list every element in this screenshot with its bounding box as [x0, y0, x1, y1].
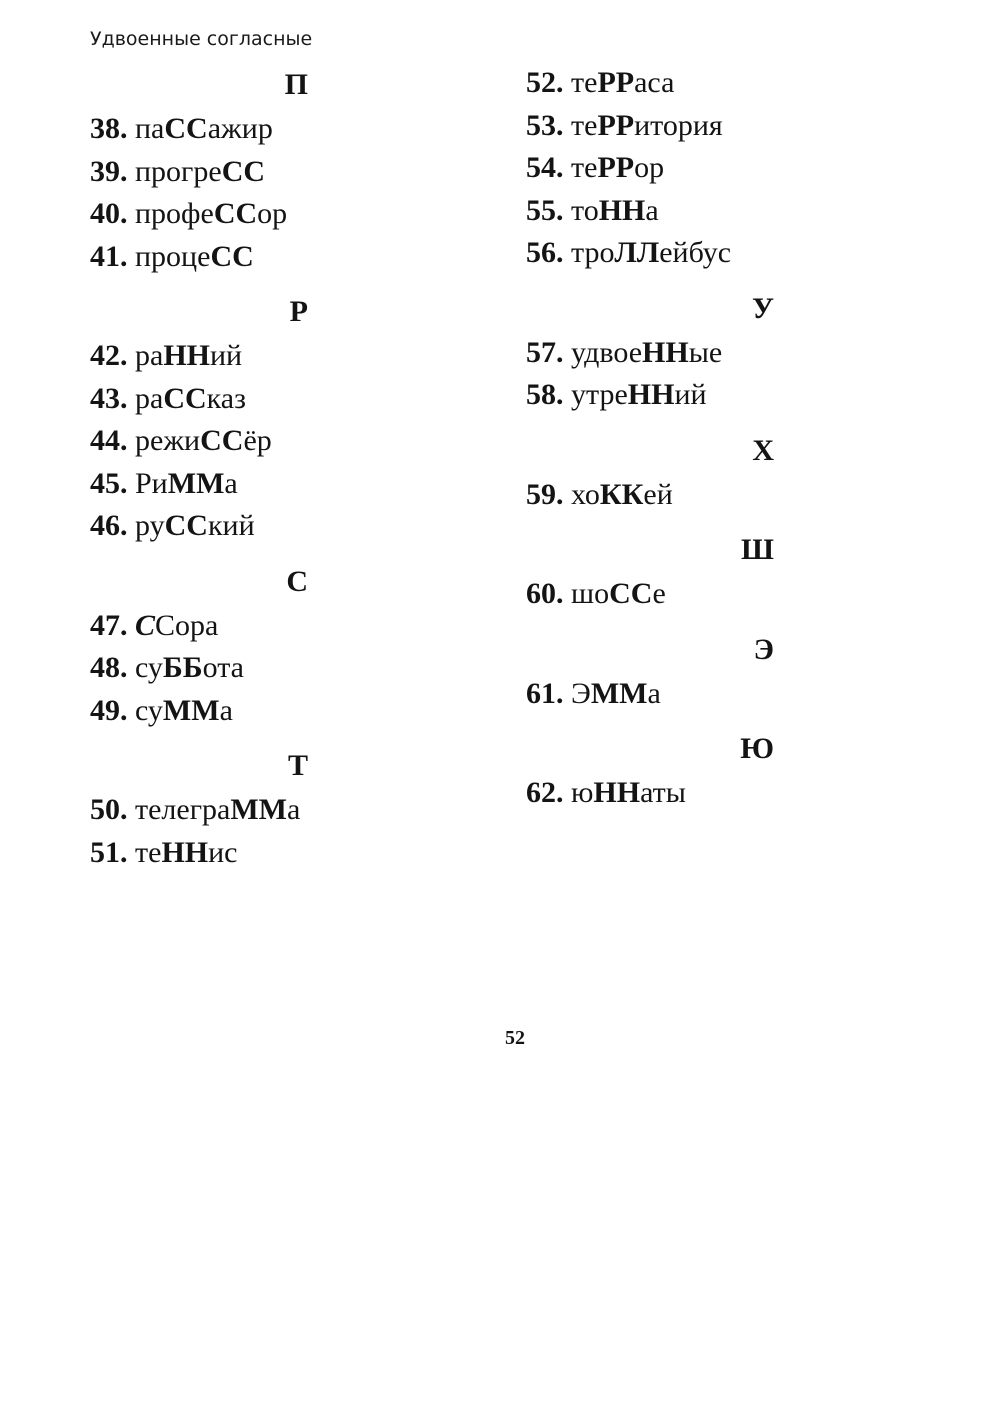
section-letter: У: [751, 291, 774, 325]
entry-word: [135, 382, 246, 415]
word-entry: [90, 193, 510, 236]
entry-word: [571, 677, 661, 710]
double-consonant: КК: [599, 477, 644, 511]
word-part: ор: [634, 151, 665, 184]
entry-word: [571, 577, 666, 610]
entry-word: [571, 378, 707, 411]
word-part: телегра: [135, 793, 231, 826]
word-part: ые: [688, 335, 723, 369]
double-consonant: НН: [627, 378, 675, 411]
entry-number: 53.: [526, 108, 564, 142]
page-number: 52: [505, 1027, 525, 1049]
word-entry: [90, 789, 510, 832]
entry-number: 61.: [526, 676, 564, 710]
section-gap: [90, 548, 510, 559]
double-consonant: СС: [200, 424, 244, 457]
word-part: проце: [135, 239, 211, 273]
entry-number: 39.: [90, 154, 128, 188]
right-column: [526, 62, 946, 815]
entry-word: [135, 651, 244, 684]
word-part: е: [652, 577, 666, 610]
word-entry: [90, 378, 510, 421]
entry-word: [135, 694, 233, 727]
word-entry: [526, 190, 946, 233]
section-gap: [526, 616, 946, 627]
word-part: тро: [571, 236, 615, 269]
word-part: ру: [135, 509, 165, 542]
section-letter: Ю: [740, 732, 774, 765]
word-part: то: [571, 193, 599, 227]
word-entry: [526, 147, 946, 190]
entry-word: [135, 609, 218, 642]
entry-word: [135, 467, 238, 500]
word-part: кий: [207, 509, 255, 542]
word-part: ор: [257, 197, 288, 230]
word-part: Э: [571, 676, 591, 710]
entry-number: 54.: [526, 151, 564, 184]
entry-number: 41.: [90, 239, 128, 273]
entry-word: [571, 194, 659, 227]
word-part: хо: [571, 477, 600, 511]
word-part: каз: [206, 381, 246, 415]
word-part: ажир: [207, 112, 273, 145]
section-letter: Р: [289, 295, 308, 328]
word-entry: [526, 332, 946, 375]
double-consonant: СС: [609, 577, 653, 610]
word-entry: [90, 832, 510, 875]
double-consonant: НН: [161, 835, 209, 869]
double-consonant: РР: [597, 66, 635, 99]
word-part: режи: [135, 424, 201, 457]
double-consonant: НН: [642, 335, 689, 369]
word-part: ий: [210, 339, 243, 372]
word-part: прогре: [135, 154, 222, 188]
word-entry: [526, 105, 946, 148]
double-consonant: ММ: [167, 466, 225, 500]
double-consonant: СС: [210, 239, 254, 273]
double-consonant: РР: [597, 108, 635, 142]
section-letter: С: [286, 564, 308, 598]
word-part: удвое: [571, 335, 643, 369]
entry-number: 58.: [526, 378, 564, 411]
word-part: те: [571, 108, 598, 142]
word-entry: [90, 335, 510, 378]
entry-word: [571, 478, 673, 511]
word-part: ий: [674, 378, 707, 411]
entry-number: 52.: [526, 66, 564, 99]
entry-number: 57.: [526, 335, 564, 369]
word-part: Сора: [155, 608, 219, 642]
entry-word: [135, 240, 254, 273]
double-consonant: РР: [597, 151, 635, 184]
word-part: ёр: [243, 424, 272, 457]
section-letter: Э: [753, 632, 774, 666]
word-part: профе: [135, 197, 214, 230]
entry-word: [135, 197, 287, 230]
entry-word: [571, 109, 723, 142]
entry-number: 44.: [90, 424, 128, 457]
word-entry: [526, 772, 946, 815]
word-entry: [90, 605, 510, 648]
entry-word: [135, 509, 255, 542]
entry-number: 40.: [90, 197, 128, 230]
word-part: ю: [571, 776, 594, 809]
double-consonant: С: [135, 608, 156, 642]
entry-number: 45.: [90, 466, 128, 500]
word-part: ейбус: [659, 236, 732, 269]
double-consonant: СС: [164, 509, 208, 542]
double-consonant: ММ: [230, 793, 287, 826]
word-part: а: [647, 676, 661, 710]
entry-number: 42.: [90, 339, 128, 372]
word-part: Ри: [135, 466, 168, 500]
word-entry: [90, 463, 510, 506]
word-part: аса: [634, 66, 675, 99]
word-entry: [526, 374, 946, 417]
double-consonant: ММ: [162, 693, 220, 727]
double-consonant: СС: [221, 154, 266, 188]
word-entry: [90, 108, 510, 151]
double-consonant: НН: [593, 776, 641, 809]
word-part: утре: [571, 378, 628, 411]
word-part: а: [224, 466, 238, 500]
double-consonant: ЛЛ: [614, 236, 660, 269]
word-entry: [526, 673, 946, 716]
entry-number: 47.: [90, 608, 128, 642]
word-part: те: [571, 66, 598, 99]
word-entry: [526, 573, 946, 616]
double-consonant: ММ: [590, 676, 648, 710]
word-part: те: [135, 835, 162, 869]
word-part: ис: [208, 835, 238, 869]
word-part: су: [135, 693, 163, 727]
double-consonant: ББ: [162, 651, 203, 684]
entry-word: [135, 112, 273, 145]
word-entry: [526, 62, 946, 105]
double-consonant: НН: [598, 193, 646, 227]
section-gap: [90, 732, 510, 743]
word-part: ра: [135, 339, 164, 372]
entry-number: 56.: [526, 236, 564, 269]
section-letter: Ш: [741, 533, 774, 566]
entry-word: [571, 66, 674, 99]
word-part: ей: [643, 477, 673, 511]
section-gap: [526, 715, 946, 726]
entry-word: [571, 236, 731, 269]
entry-word: [571, 776, 686, 809]
entry-number: 62.: [526, 776, 564, 809]
word-part: ота: [202, 651, 244, 684]
entry-word: [135, 339, 242, 372]
section-gap: [526, 417, 946, 428]
double-consonant: СС: [163, 381, 207, 415]
entry-number: 48.: [90, 651, 128, 684]
left-column: [90, 62, 510, 874]
entry-word: [135, 793, 300, 826]
entry-number: 43.: [90, 381, 128, 415]
word-entry: [90, 690, 510, 733]
entry-number: 55.: [526, 193, 564, 227]
section-letter: Т: [287, 749, 308, 782]
word-part: а: [286, 793, 301, 826]
section-letter: Х: [752, 433, 774, 467]
entry-word: [571, 151, 664, 184]
entry-number: 60.: [526, 577, 564, 610]
word-part: а: [219, 693, 233, 727]
section-gap: [90, 278, 510, 289]
entry-number: 46.: [90, 509, 128, 542]
word-part: те: [571, 151, 598, 184]
word-part: а: [645, 193, 659, 227]
entry-number: 51.: [90, 835, 128, 869]
word-entry: [90, 505, 510, 548]
word-entry: [90, 236, 510, 279]
section-gap: [526, 516, 946, 527]
entry-number: 38.: [90, 112, 128, 145]
entry-word: [135, 155, 265, 188]
word-part: ра: [135, 381, 164, 415]
running-head: Удвоенные согласные: [90, 28, 313, 50]
word-entry: [90, 647, 510, 690]
word-part: су: [135, 651, 163, 684]
entry-number: 49.: [90, 693, 128, 727]
word-part: аты: [640, 776, 686, 809]
entry-word: [571, 336, 722, 369]
word-entry: [90, 420, 510, 463]
word-entry: [90, 151, 510, 194]
double-consonant: СС: [213, 197, 258, 230]
section-letter: П: [284, 68, 308, 101]
entry-number: 50.: [90, 793, 128, 826]
word-part: па: [135, 112, 165, 145]
double-consonant: НН: [163, 339, 210, 372]
double-consonant: СС: [164, 112, 208, 145]
word-entry: [526, 474, 946, 517]
entry-word: [135, 836, 237, 869]
section-gap: [526, 275, 946, 286]
word-part: итория: [634, 108, 723, 142]
word-entry: [526, 232, 946, 275]
entry-word: [135, 424, 272, 457]
word-part: шо: [571, 577, 610, 610]
entry-number: 59.: [526, 477, 564, 511]
